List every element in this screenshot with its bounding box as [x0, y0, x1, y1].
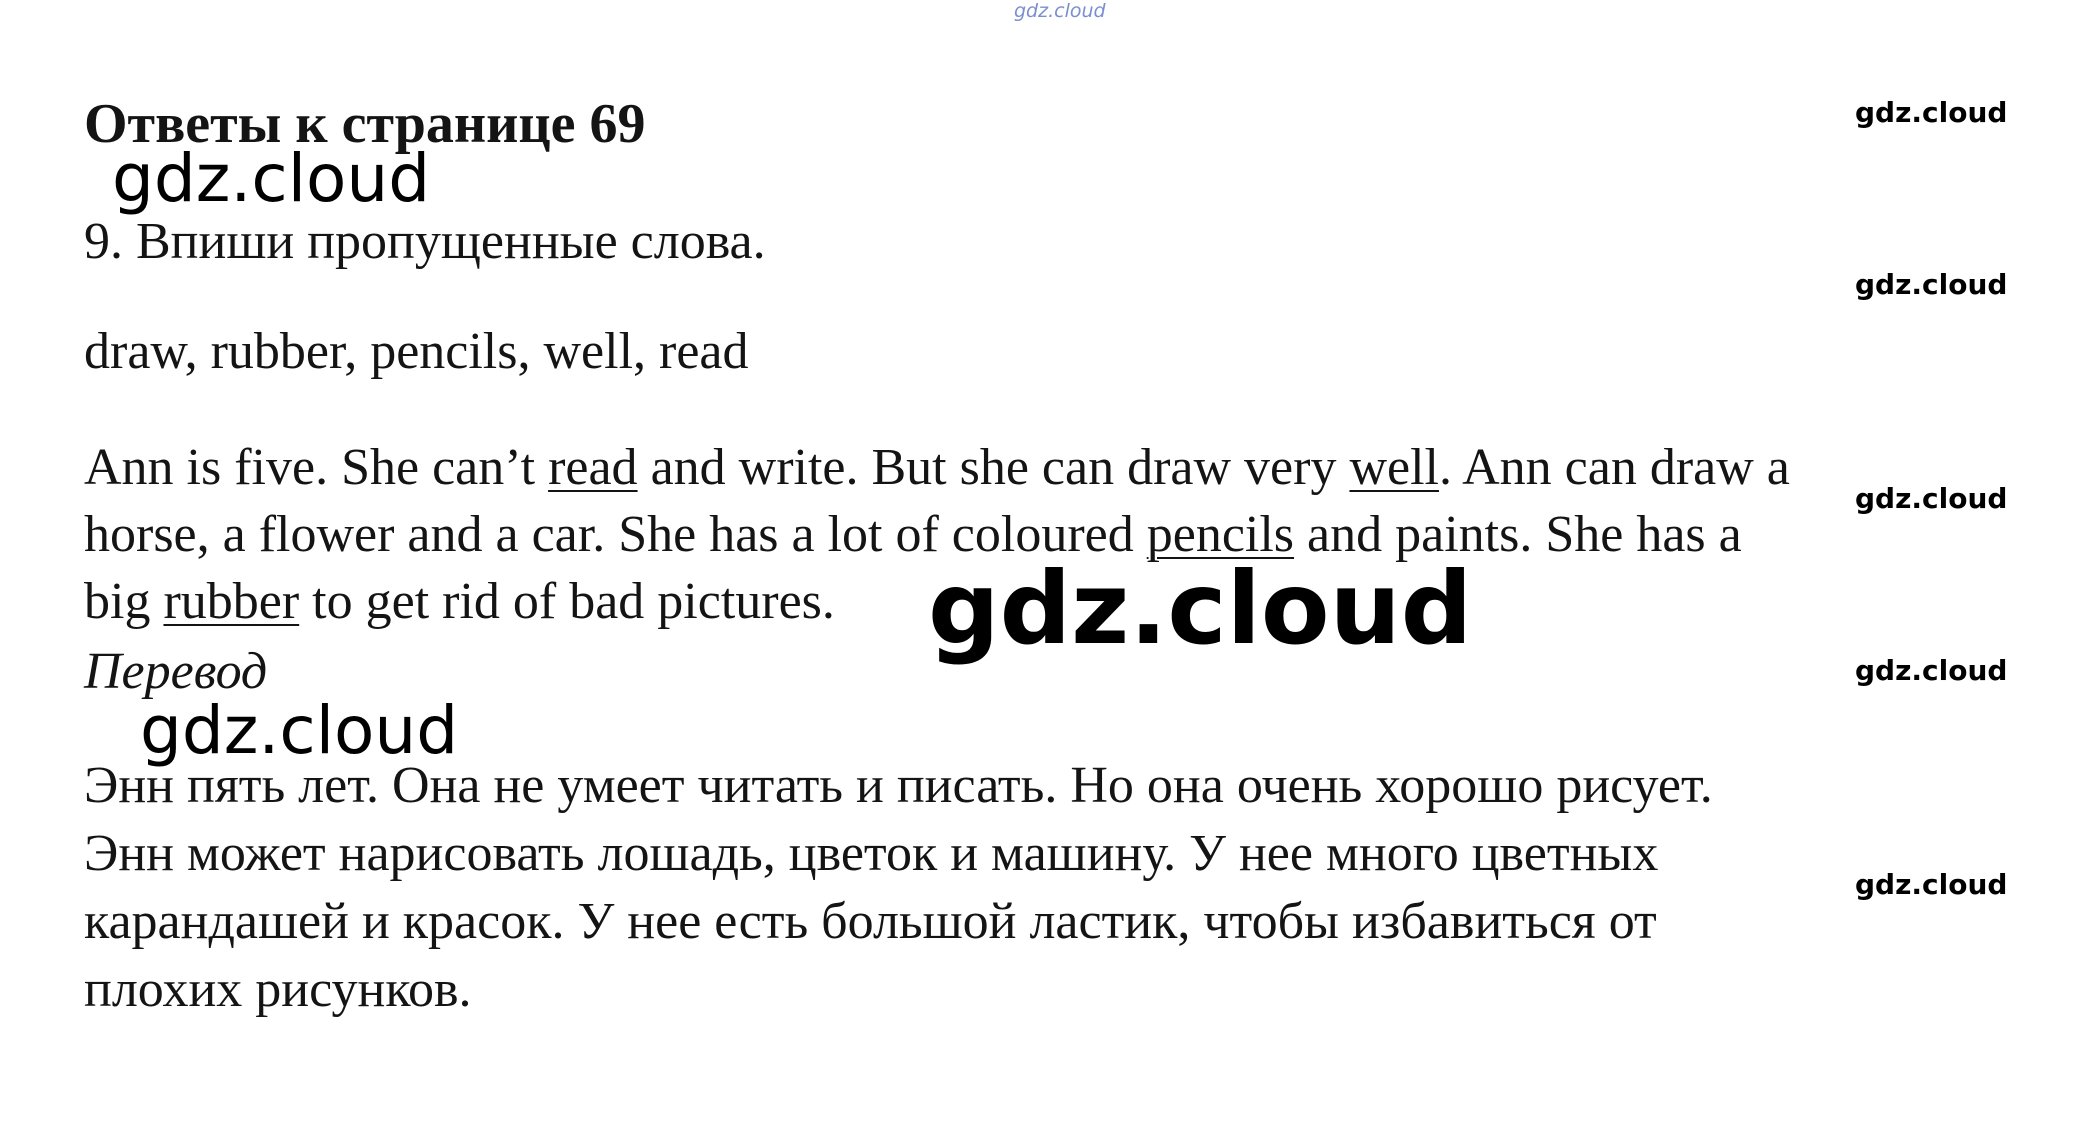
- watermark-small: gdz.cloud: [1855, 482, 2008, 515]
- text-fragment: horse, a flower and a car. She has a lot of coloured: [84, 506, 1147, 563]
- page-title: Ответы к странице 69: [84, 93, 646, 155]
- russian-line-1: Энн пять лет. Она не умеет читать и писать. Но она очень хорошо рисует.: [84, 757, 1713, 814]
- watermark-large: gdz.cloud: [928, 550, 1473, 667]
- task-heading: 9. Впиши пропущенные слова.: [84, 213, 766, 270]
- english-line-1: [84, 434, 2044, 501]
- text-fragment: big: [84, 573, 164, 630]
- answer-read: read: [548, 439, 638, 496]
- watermark-medium: gdz.cloud: [112, 140, 431, 217]
- russian-translation: [84, 752, 2044, 1024]
- answer-well: well: [1349, 439, 1439, 496]
- text-fragment: Ann is five. She can’t: [84, 439, 549, 496]
- translation-label: Перевод: [84, 643, 268, 700]
- russian-line-3: карандашей и красок. У нее есть большой ластик, чтобы избавиться от: [84, 893, 1657, 950]
- russian-line-2: Энн может нарисовать лошадь, цветок и машину. У нее много цветных: [84, 825, 1659, 882]
- watermark-small: gdz.cloud: [1855, 654, 2008, 687]
- text-fragment: and paints. She has a: [1294, 506, 1742, 563]
- russian-line-4: плохих рисунков.: [84, 961, 472, 1018]
- text-fragment: to get rid of bad pictures.: [299, 573, 835, 630]
- watermark-medium: gdz.cloud: [140, 692, 459, 769]
- text-fragment: . Ann can draw a: [1438, 439, 1790, 496]
- watermark-small: gdz.cloud: [1855, 96, 2008, 129]
- watermark-small: gdz.cloud: [1855, 268, 2008, 301]
- top-watermark: gdz.cloud: [1014, 0, 1106, 22]
- word-bank: draw, rubber, pencils, well, read: [84, 323, 749, 380]
- text-fragment: and write. But she can draw very: [637, 439, 1350, 496]
- watermark-small: gdz.cloud: [1855, 868, 2008, 901]
- answer-pencils: pencils: [1146, 506, 1295, 563]
- answer-rubber: rubber: [163, 573, 300, 630]
